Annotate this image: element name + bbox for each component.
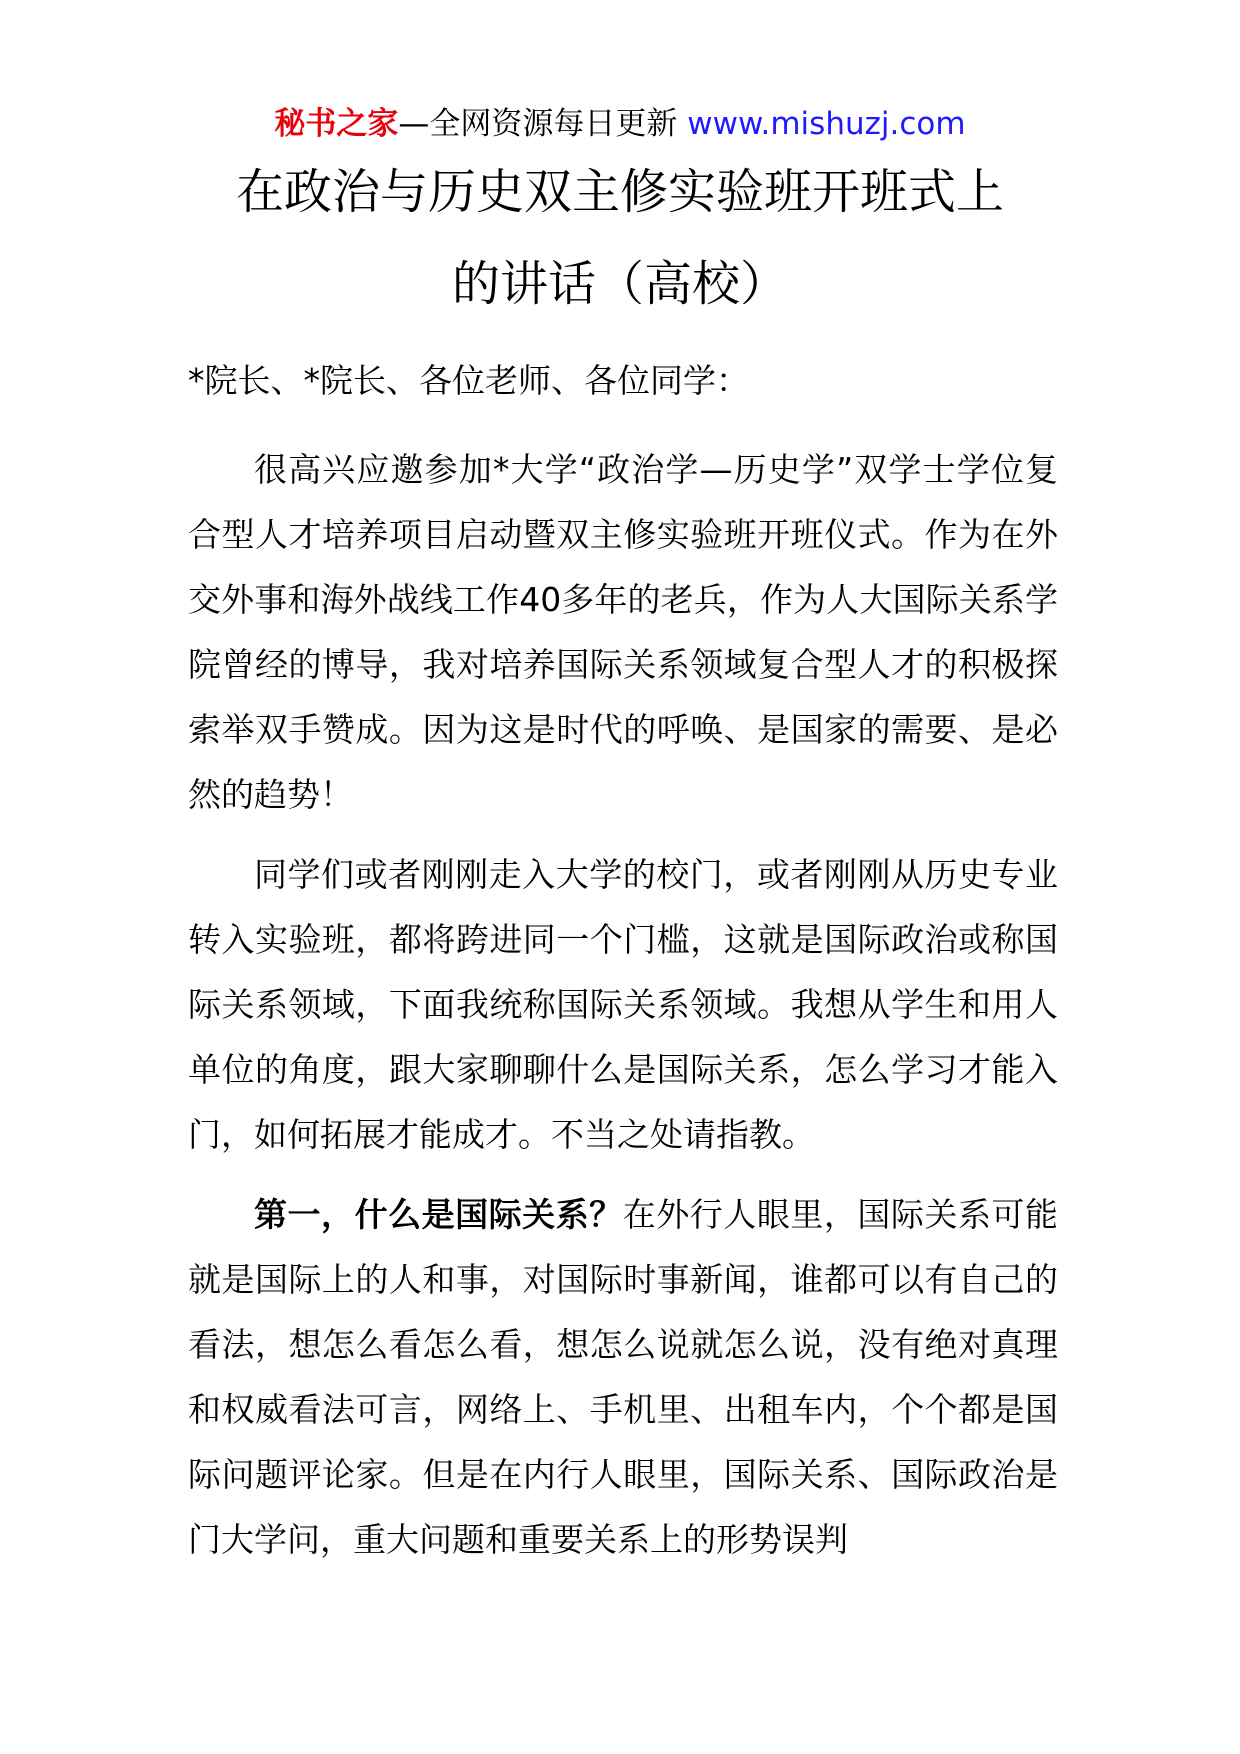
site-brand: 秘书之家 [274,106,399,142]
paragraph [188,1182,1058,1572]
salutation: *院长、*院长、各位老师、各位同学： [188,361,749,400]
section-heading-1: 第一，什么是国际关系？ [254,1195,623,1234]
paragraph [188,437,1058,827]
document-title-line-1: 在政治与历史双主修实验班开班式上 [235,164,1004,220]
site-header [0,104,1240,144]
paragraph [188,842,1058,1167]
document-title-line-2: 的讲话（高校） [451,256,788,312]
paragraph-text: 在外行人眼里，国际关系可能就是国际上的人和事，对国际时事新闻，谁都可以有自己的看法，想怎么看怎么看，想怎么说就怎么说，没有绝对真理和权威看法可言，网络上、手机里、出租车内，个个都是国际问题评论家。但是在内行人眼里，国际关系、国际政治是门大学问，重大问题和重要关系上的形势误判 [188,1195,1059,1559]
site-tagline: —全网资源每日更新 [398,106,688,142]
paragraph-text: 同学们或者刚刚走入大学的校门，或者刚刚从历史专业转入实验班，都将跨进同一个门槛，这就是国际政治或称国际关系领域，下面我统称国际关系领域。我想从学生和用人单位的角度，跟大家聊聊什么是国际关系，怎么学习才能入门，如何拓展才能成才。不当之处请指教。 [188,855,1058,1154]
speech-body [188,437,1058,1587]
site-url-link[interactable]: www.mishuzj.com [687,106,966,142]
paragraph-text: 很高兴应邀参加*大学“政治学—历史学”双学士学位复合型人才培养项目启动暨双主修实验班开班仪式。作为在外交外事和海外战线工作40多年的老兵，作为人大国际关系学院曾经的博导，我对培养国际关系领域复合型人才的积极探索举双手赞成。因为这是时代的呼唤、是国家的需要、是必然的趋势！ [188,450,1058,814]
